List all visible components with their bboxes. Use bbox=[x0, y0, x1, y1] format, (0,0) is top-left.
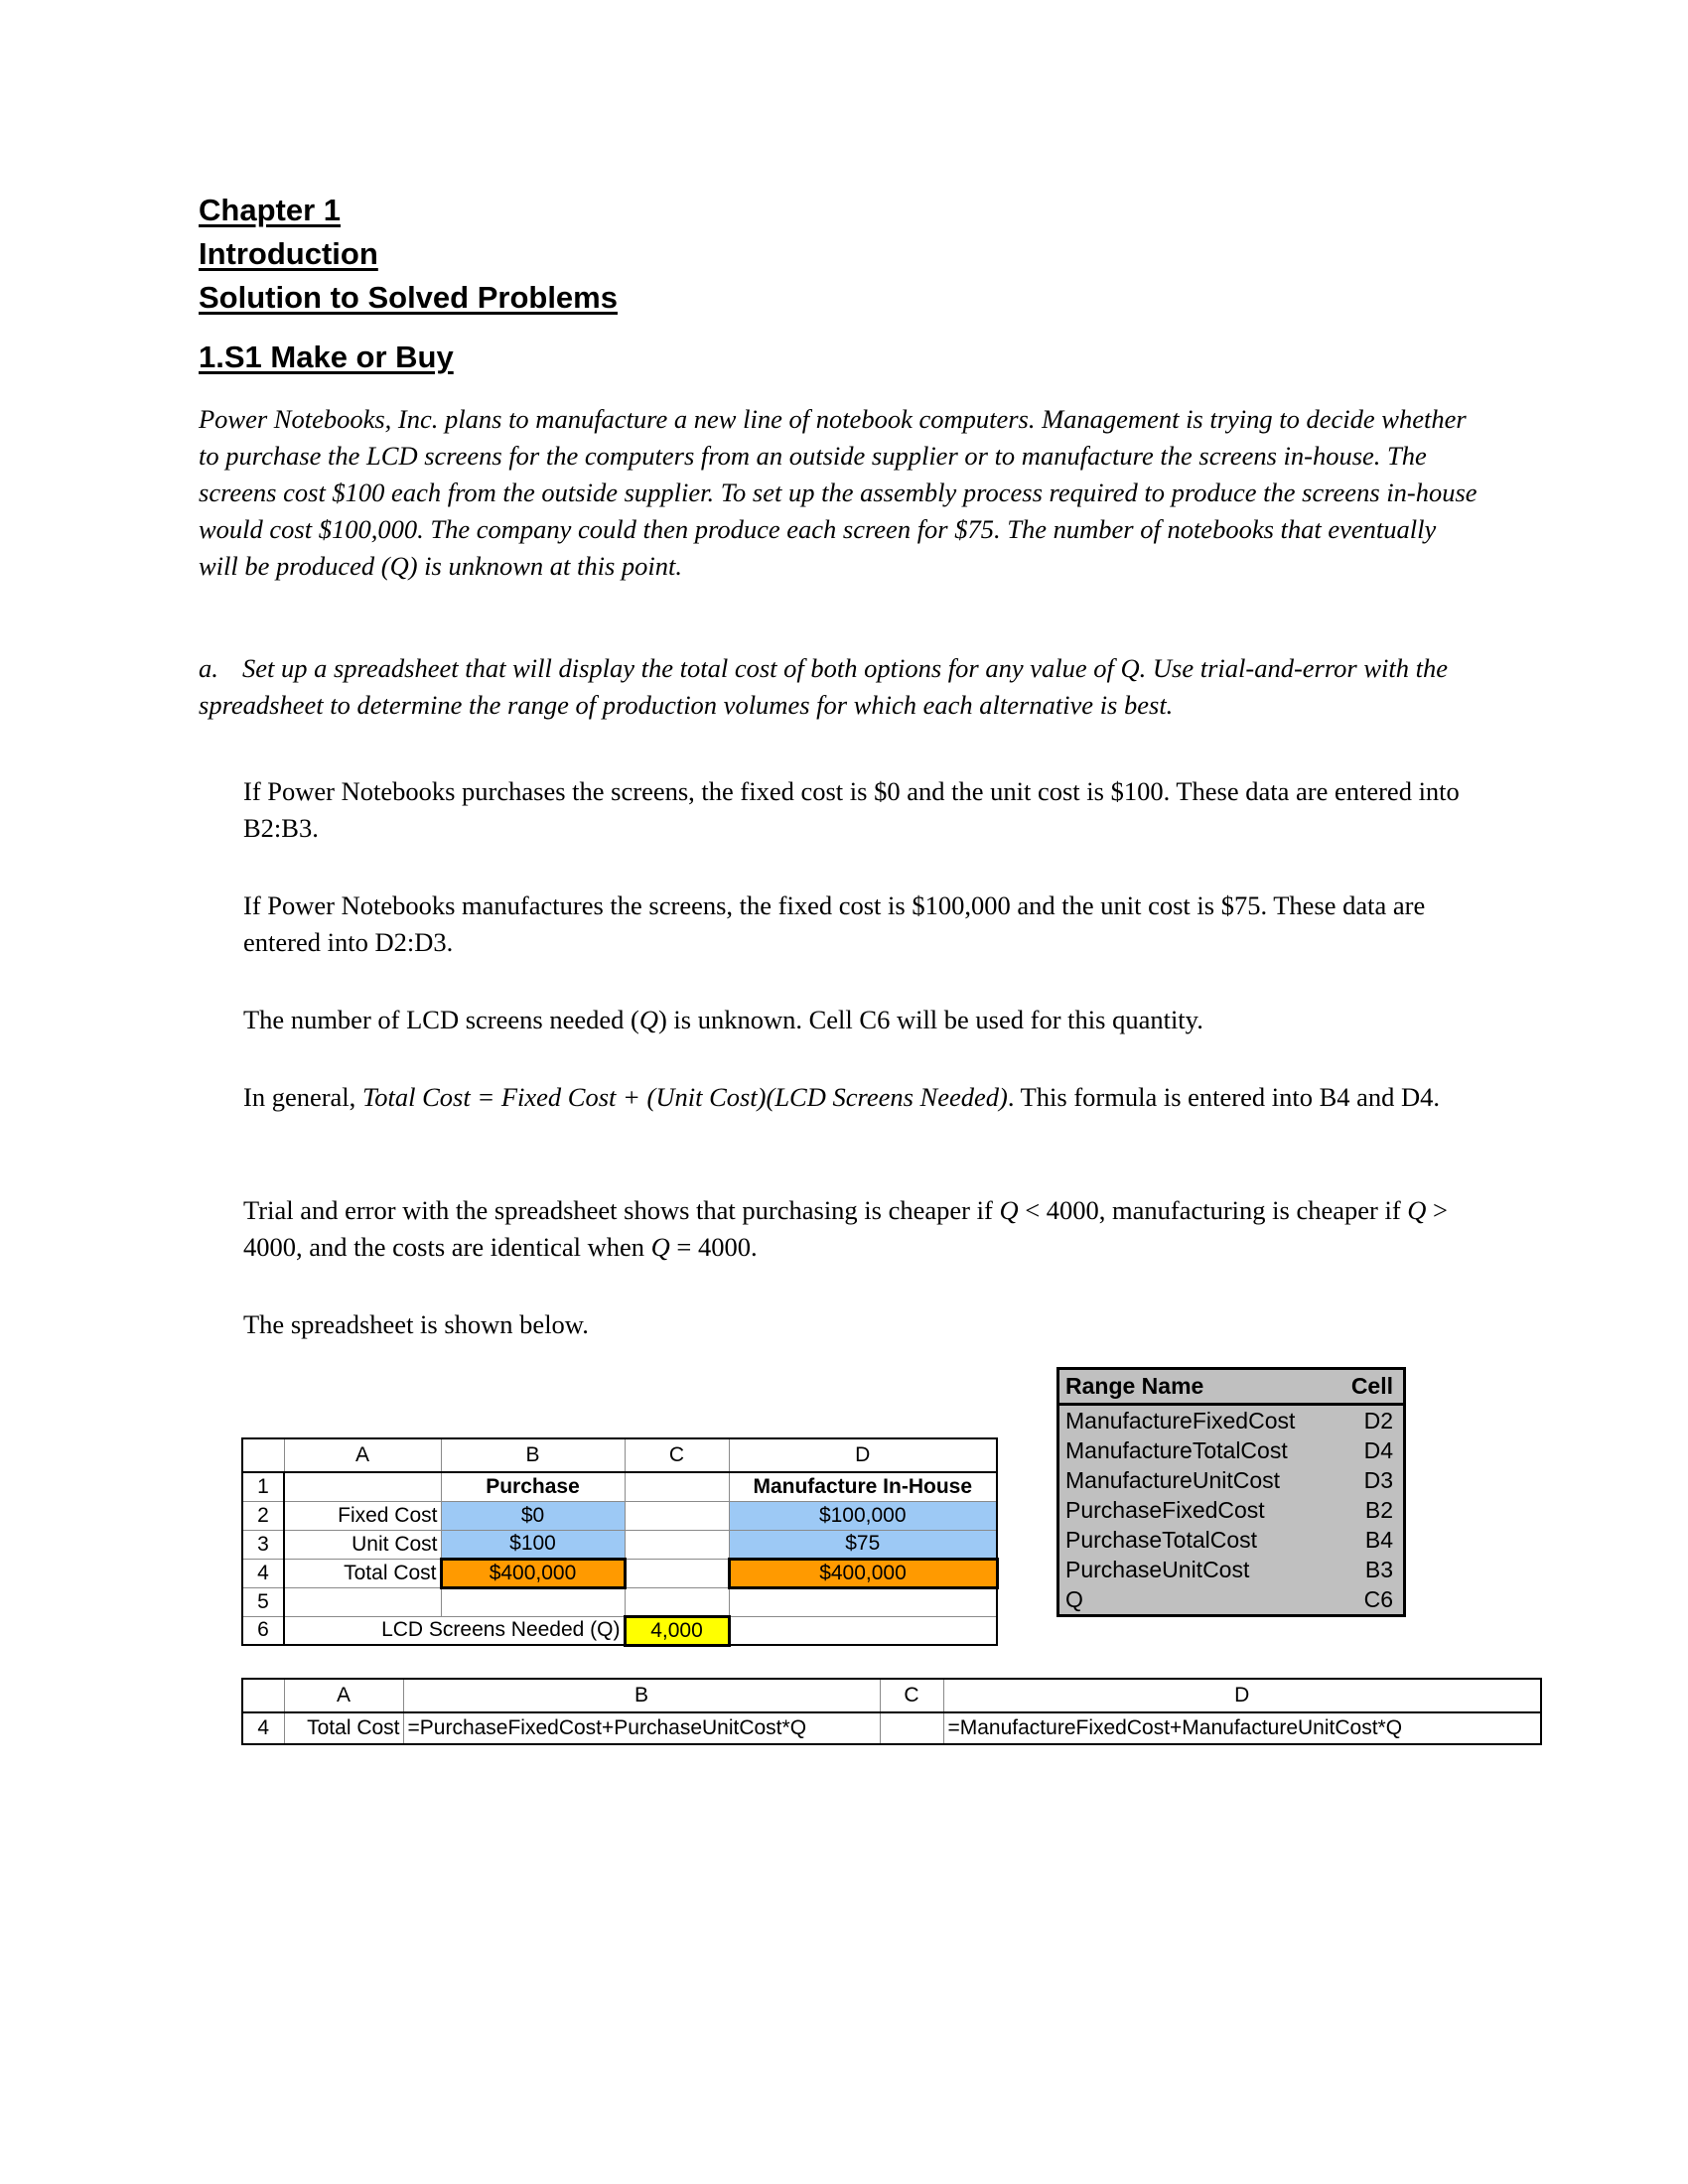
p5-symbol-q-1: Q bbox=[999, 1195, 1019, 1225]
spreadsheet-col-header-d: D bbox=[729, 1438, 997, 1472]
p5-symbol-q-2: Q bbox=[1407, 1195, 1427, 1225]
cell-d6[interactable] bbox=[729, 1616, 997, 1645]
list-item-marker: a. bbox=[199, 653, 218, 683]
row-number-6: 6 bbox=[242, 1616, 284, 1645]
table-row bbox=[242, 1530, 997, 1559]
formula-col-header-d: D bbox=[943, 1679, 1541, 1712]
cell-d3[interactable]: $75 bbox=[729, 1530, 997, 1559]
cell-c2[interactable] bbox=[625, 1501, 729, 1530]
table-row bbox=[242, 1472, 997, 1501]
range-name-3: PurchaseFixedCost bbox=[1065, 1496, 1265, 1523]
table-row bbox=[1058, 1495, 1405, 1525]
table-row bbox=[242, 1616, 997, 1645]
range-name-0: ManufactureFixedCost bbox=[1065, 1407, 1296, 1433]
range-cell-2: D3 bbox=[1363, 1466, 1393, 1493]
range-cell-0: D2 bbox=[1363, 1407, 1393, 1433]
p3-text-start: The number of LCD screens needed ( bbox=[243, 1005, 639, 1034]
formula-corner-cell bbox=[242, 1679, 284, 1712]
table-row bbox=[1058, 1555, 1405, 1584]
section-subheading: 1.S1 Make or Buy bbox=[199, 340, 454, 374]
row-number-4: 4 bbox=[242, 1559, 284, 1587]
formula-col-header-c: C bbox=[880, 1679, 943, 1712]
range-name-6: Q bbox=[1065, 1585, 1083, 1612]
cell-c4[interactable] bbox=[625, 1559, 729, 1587]
range-name-5: PurchaseUnitCost bbox=[1065, 1556, 1250, 1582]
p3-symbol-q: Q bbox=[638, 1005, 658, 1034]
spreadsheet-col-header-a: A bbox=[284, 1438, 441, 1472]
table-row bbox=[1058, 1405, 1405, 1436]
cell-c5[interactable] bbox=[625, 1587, 729, 1616]
list-item-a bbox=[199, 650, 1479, 724]
cell-a4[interactable]: Total Cost bbox=[284, 1559, 441, 1587]
formula-row-number: 4 bbox=[242, 1712, 284, 1744]
formula-cell-b4: =PurchaseFixedCost+PurchaseUnitCost*Q bbox=[403, 1712, 880, 1744]
paragraph-purchase-data: If Power Notebooks purchases the screens, the fixed cost is $0 and the unit cost is $100. These data are entered into B2:B3. bbox=[243, 776, 1460, 843]
p4-text-start: In general, bbox=[243, 1082, 362, 1112]
range-name-table bbox=[1056, 1367, 1406, 1617]
cell-a1[interactable] bbox=[284, 1472, 441, 1501]
table-row bbox=[1058, 1584, 1405, 1616]
formula-col-header-a: A bbox=[284, 1679, 403, 1712]
cell-b2[interactable]: $0 bbox=[441, 1501, 625, 1530]
formula-cell-c4 bbox=[880, 1712, 943, 1744]
paragraph-spreadsheet-shown-below: The spreadsheet is shown below. bbox=[243, 1309, 589, 1339]
spreadsheet-corner-cell bbox=[242, 1438, 284, 1472]
paragraph-total-cost-formula bbox=[243, 1079, 1479, 1116]
range-name-1: ManufactureTotalCost bbox=[1065, 1436, 1288, 1463]
heading-chapter: Chapter 1 bbox=[199, 193, 341, 227]
range-cell-3: B2 bbox=[1364, 1496, 1393, 1523]
cell-a3[interactable]: Unit Cost bbox=[284, 1530, 441, 1559]
p5-text-2: < 4000, manufacturing is cheaper if bbox=[1018, 1195, 1408, 1225]
p5-text-3: > 4000, and the costs are identical when bbox=[243, 1195, 1448, 1262]
formula-col-header-b: B bbox=[403, 1679, 880, 1712]
table-row bbox=[242, 1712, 1541, 1744]
cell-d1[interactable]: Manufacture In-House bbox=[729, 1472, 997, 1501]
formula-cell-a4: Total Cost bbox=[284, 1712, 403, 1744]
range-name-4: PurchaseTotalCost bbox=[1065, 1526, 1258, 1553]
p5-symbol-q-3: Q bbox=[650, 1232, 670, 1262]
p4-text-end: . This formula is entered into B4 and D4. bbox=[1007, 1082, 1441, 1112]
list-item-text: Set up a spreadsheet that will display the total cost of both options for any value of Q. Use trial-and-error with the spreadsheet to determine the range of production volumes for which each alternative is best. bbox=[199, 653, 1449, 720]
cell-b1[interactable]: Purchase bbox=[441, 1472, 625, 1501]
heading-introduction: Introduction bbox=[199, 236, 378, 271]
p5-text-1: Trial and error with the spreadsheet shows that purchasing is cheaper if bbox=[243, 1195, 1000, 1225]
cell-c3[interactable] bbox=[625, 1530, 729, 1559]
formula-column-header-row bbox=[242, 1679, 1541, 1712]
paragraph-screens-needed bbox=[243, 1002, 1479, 1038]
cell-b5[interactable] bbox=[441, 1587, 625, 1616]
range-name-header-name: Range Name bbox=[1058, 1369, 1315, 1405]
table-row bbox=[1058, 1525, 1405, 1555]
cell-d2[interactable]: $100,000 bbox=[729, 1501, 997, 1530]
row-number-1: 1 bbox=[242, 1472, 284, 1501]
row-number-2: 2 bbox=[242, 1501, 284, 1530]
paragraph-manufacture-data: If Power Notebooks manufactures the screens, the fixed cost is $100,000 and the unit cost is $75. These data are entered into D2:D3. bbox=[243, 890, 1426, 957]
spreadsheet-col-header-c: C bbox=[625, 1438, 729, 1472]
p5-text-4: = 4000. bbox=[669, 1232, 758, 1262]
cell-d5[interactable] bbox=[729, 1587, 997, 1616]
document-heading-block bbox=[199, 189, 1489, 320]
cell-a2[interactable]: Fixed Cost bbox=[284, 1501, 441, 1530]
cell-a6-label[interactable]: LCD Screens Needed (Q) bbox=[284, 1616, 625, 1645]
row-number-5: 5 bbox=[242, 1587, 284, 1616]
formula-table bbox=[241, 1678, 1542, 1745]
table-row bbox=[242, 1559, 997, 1587]
cell-b3[interactable]: $100 bbox=[441, 1530, 625, 1559]
row-number-3: 3 bbox=[242, 1530, 284, 1559]
cell-a5[interactable] bbox=[284, 1587, 441, 1616]
range-name-header-row bbox=[1058, 1369, 1405, 1405]
problem-statement-paragraph: Power Notebooks, Inc. plans to manufacture a new line of notebook computers. Management is trying to decide whether to purchase the LCD screens for the computers from an outside supplier or to manufacture the screens in-house. The screens cost $100 each from the outside supplier. To set up the assembly process required to produce the screens in-house would cost $100,000. The company could then produce each screen for $75. The number of notebooks that eventually will be produced (Q) is unknown at this point. bbox=[199, 404, 1477, 581]
range-cell-6: C6 bbox=[1363, 1585, 1393, 1612]
range-name-2: ManufactureUnitCost bbox=[1065, 1466, 1281, 1493]
table-row bbox=[242, 1587, 997, 1616]
heading-solution-to-solved-problems: Solution to Solved Problems bbox=[199, 280, 618, 315]
cell-d4[interactable]: $400,000 bbox=[729, 1559, 997, 1587]
range-cell-5: B3 bbox=[1364, 1556, 1393, 1582]
p4-formula-text: Total Cost = Fixed Cost + (Unit Cost)(LCD Screens Needed) bbox=[361, 1082, 1008, 1112]
table-row bbox=[1058, 1435, 1405, 1465]
spreadsheet-table bbox=[241, 1437, 999, 1647]
p3-text-end: ) is unknown. Cell C6 will be used for this quantity. bbox=[657, 1005, 1203, 1034]
cell-c1[interactable] bbox=[625, 1472, 729, 1501]
spreadsheet-column-header-row bbox=[242, 1438, 997, 1472]
cell-b4[interactable]: $400,000 bbox=[441, 1559, 625, 1587]
formula-cell-d4: =ManufactureFixedCost+ManufactureUnitCost*Q bbox=[943, 1712, 1541, 1744]
range-cell-4: B4 bbox=[1364, 1526, 1393, 1553]
cell-c6[interactable]: 4,000 bbox=[625, 1616, 729, 1645]
spreadsheet-col-header-b: B bbox=[441, 1438, 625, 1472]
paragraph-trial-and-error bbox=[243, 1192, 1479, 1266]
table-row bbox=[242, 1501, 997, 1530]
table-row bbox=[1058, 1465, 1405, 1495]
range-cell-1: D4 bbox=[1363, 1436, 1393, 1463]
range-name-header-cell: Cell bbox=[1314, 1369, 1405, 1405]
